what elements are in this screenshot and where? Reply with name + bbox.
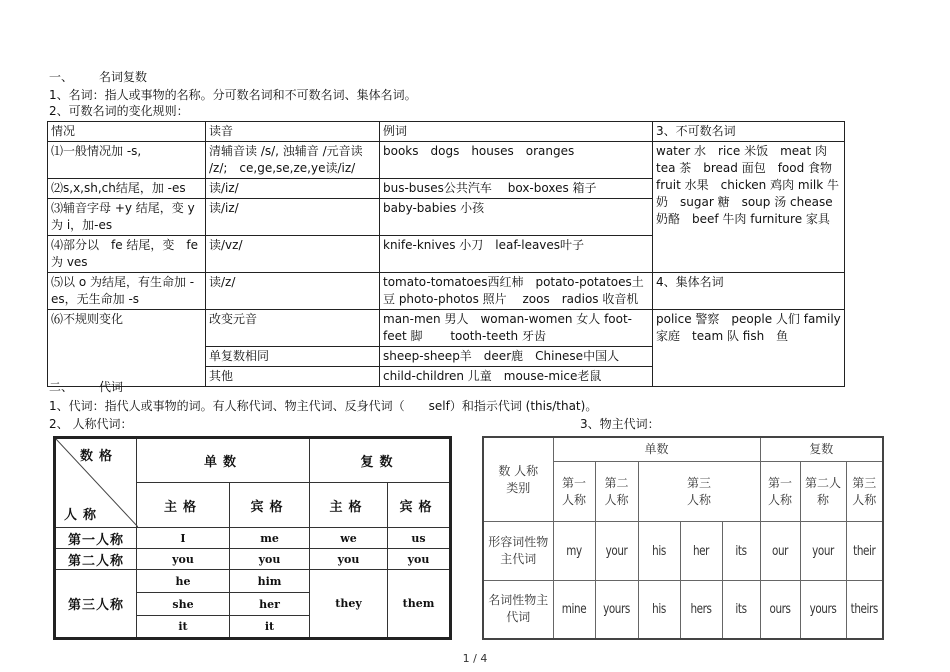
- example-cell: baby-babies 小孩: [380, 199, 653, 236]
- pronoun-cell: we: [310, 528, 388, 549]
- pronoun-cell: him: [230, 570, 310, 593]
- uncountable-cell: water 水 rice 米饭 meat 肉 tea 茶 bread 面包 food 食物 fruit 水果 chicken 鸡肉 milk 牛奶 sugar 糖 soup 汤 chease 奶酪 beef 牛肉 furniture 家具: [653, 142, 845, 273]
- possessive-pronoun-table: [482, 436, 884, 640]
- personal-pronoun-heading: 2、 人称代词：: [49, 417, 133, 431]
- person-header: 第二人称: [800, 461, 846, 522]
- possessive-cell: yours: [805, 580, 842, 639]
- case-cell: ⑵s,x,sh,ch结尾，加 -es: [48, 179, 206, 199]
- row-label: 形容词性物主代词: [483, 522, 553, 581]
- possessive-cell: ours: [764, 580, 796, 639]
- corner-cell: 数 人称 类别: [483, 437, 553, 522]
- example-cell: tomato-tomatoes西红柿 potato-potatoes土豆 photo-photos 照片 zoos radios 收音机: [380, 273, 653, 310]
- possessive-cell: its: [726, 580, 756, 639]
- personal-pronoun-table: [53, 436, 452, 640]
- pronoun-cell: us: [388, 528, 451, 549]
- possessive-cell: your: [805, 522, 842, 581]
- person-header: 第二人称: [595, 461, 638, 522]
- table-row: [55, 549, 451, 570]
- table-header-row: [48, 122, 845, 142]
- example-cell: knife-knives 小刀 leaf-leaves叶子: [380, 236, 653, 273]
- table-row: [48, 142, 845, 179]
- person-header: 第三人称: [638, 461, 760, 522]
- table-row: [48, 310, 845, 347]
- pronoun-cell: you: [388, 549, 451, 570]
- row-label: 名词性物主代词: [483, 580, 553, 639]
- header-pronunciation: 读音: [206, 122, 380, 142]
- row-label: 第二人称: [55, 549, 137, 570]
- corner-cell: [55, 438, 137, 528]
- pron-cell: 读/iz/: [206, 199, 380, 236]
- header-case: 情况: [48, 122, 206, 142]
- table-row: [483, 522, 883, 581]
- possessive-cell: its: [726, 522, 756, 581]
- section2-heading: [49, 379, 123, 395]
- person-header: 第一人称: [553, 461, 595, 522]
- plural-header: 复数: [760, 437, 883, 461]
- pronoun-cell: them: [388, 570, 451, 639]
- noun-plural-table: [47, 121, 853, 387]
- header-example: 例词: [380, 122, 653, 142]
- row-label: 第三人称: [55, 570, 137, 639]
- possessive-cell: their: [850, 522, 880, 581]
- pronoun-cell: her: [230, 593, 310, 616]
- possessive-cell: yours: [599, 580, 633, 639]
- page-number: 1 / 4: [462, 652, 488, 665]
- row-label: 第一人称: [55, 528, 137, 549]
- pron-cell: 单复数相同: [206, 347, 380, 367]
- possessive-cell: my: [557, 522, 591, 581]
- person-header: 第一人称: [760, 461, 800, 522]
- pron-cell: 读/z/: [206, 273, 380, 310]
- section2-title: 代词: [99, 380, 124, 394]
- case-cell: ⑷部分以 fe 结尾，变 fe 为 ves: [48, 236, 206, 273]
- possessive-cell: our: [764, 522, 796, 581]
- pronoun-cell: me: [230, 528, 310, 549]
- possessive-cell: his: [642, 522, 676, 581]
- table-row: [55, 570, 451, 593]
- singular-header: 单数: [553, 437, 760, 461]
- pron-cell: 读/iz/: [206, 179, 380, 199]
- collective-title-cell: 4、集体名词: [653, 273, 845, 310]
- example-cell: sheep-sheep羊 deer鹿 Chinese中国人: [380, 347, 653, 367]
- case-cell: ⑴一般情况加 -s,: [48, 142, 206, 179]
- pronoun-cell: it: [137, 616, 230, 639]
- header-uncountable: 3、不可数名词: [653, 122, 845, 142]
- pronoun-cell: he: [137, 570, 230, 593]
- noun-definition: 1、名词：指人或事物的名称。分可数名词和不可数名词、集体名词。: [49, 88, 417, 102]
- subj-header: 主格: [310, 483, 388, 528]
- pron-cell: 其他: [206, 367, 380, 387]
- section2-number: 二、: [49, 380, 74, 394]
- possessive-cell: your: [599, 522, 633, 581]
- countable-rules-heading: 2、可数名词的变化规则：: [49, 104, 189, 118]
- pronoun-cell: you: [137, 549, 230, 570]
- pronoun-cell: it: [230, 616, 310, 639]
- corner-bottom-label: 人称: [64, 508, 103, 523]
- section1-heading: [49, 69, 147, 85]
- example-cell: bus-buses公共汽车 box-boxes 箱子: [380, 179, 653, 199]
- obj-header: 宾格: [230, 483, 310, 528]
- table-row: [48, 273, 845, 310]
- singular-header: 单数: [137, 438, 310, 483]
- example-cell: child-children 儿童 mouse-mice老鼠: [380, 367, 653, 387]
- table-row: [55, 528, 451, 549]
- pronoun-cell: you: [230, 549, 310, 570]
- possessive-cell: theirs: [850, 580, 880, 639]
- pronoun-definition: 1、代词：指代人或事物的词。有人称代词、物主代词、反身代词（ self）和指示代词 (this/that)。: [49, 399, 598, 413]
- plural-header: 复数: [310, 438, 451, 483]
- corner-top-label: 数格: [79, 449, 118, 464]
- possessive-pronoun-heading: 3、物主代词：: [580, 417, 660, 431]
- case-cell: ⑹不规则变化: [48, 310, 206, 387]
- table-row: [483, 580, 883, 639]
- example-cell: man-men 男人 woman-women 女人 foot-feet 脚 tooth-teeth 牙齿: [380, 310, 653, 347]
- case-cell: ⑸以 o 为结尾，有生命加 -es，无生命加 -s: [48, 273, 206, 310]
- possessive-cell: mine: [557, 580, 591, 639]
- obj-header: 宾格: [388, 483, 451, 528]
- pronoun-cell: you: [310, 549, 388, 570]
- pron-cell: 清辅音读 /s/, 浊辅音 /元音读 /z/; ce,ge,se,ze,ye读/iz/: [206, 142, 380, 179]
- pron-cell: 读/vz/: [206, 236, 380, 273]
- pron-cell: 改变元音: [206, 310, 380, 347]
- pronoun-cell: they: [310, 570, 388, 639]
- collective-cell: police 警察 people 人们 family 家庭 team 队 fish 鱼: [653, 310, 845, 387]
- section1-title: 名词复数: [99, 70, 148, 84]
- table-row: [483, 437, 883, 461]
- pronoun-cell: I: [137, 528, 230, 549]
- possessive-cell: her: [684, 522, 718, 581]
- possessive-cell: his: [642, 580, 676, 639]
- subj-header: 主格: [137, 483, 230, 528]
- section1-number: 一、: [49, 70, 74, 84]
- table-row: [55, 438, 451, 483]
- person-header: 第三人称: [846, 461, 883, 522]
- case-cell: ⑶辅音字母 +y 结尾，变 y 为 i，加-es: [48, 199, 206, 236]
- pronoun-cell: she: [137, 593, 230, 616]
- possessive-cell: hers: [684, 580, 718, 639]
- example-cell: books dogs houses oranges: [380, 142, 653, 179]
